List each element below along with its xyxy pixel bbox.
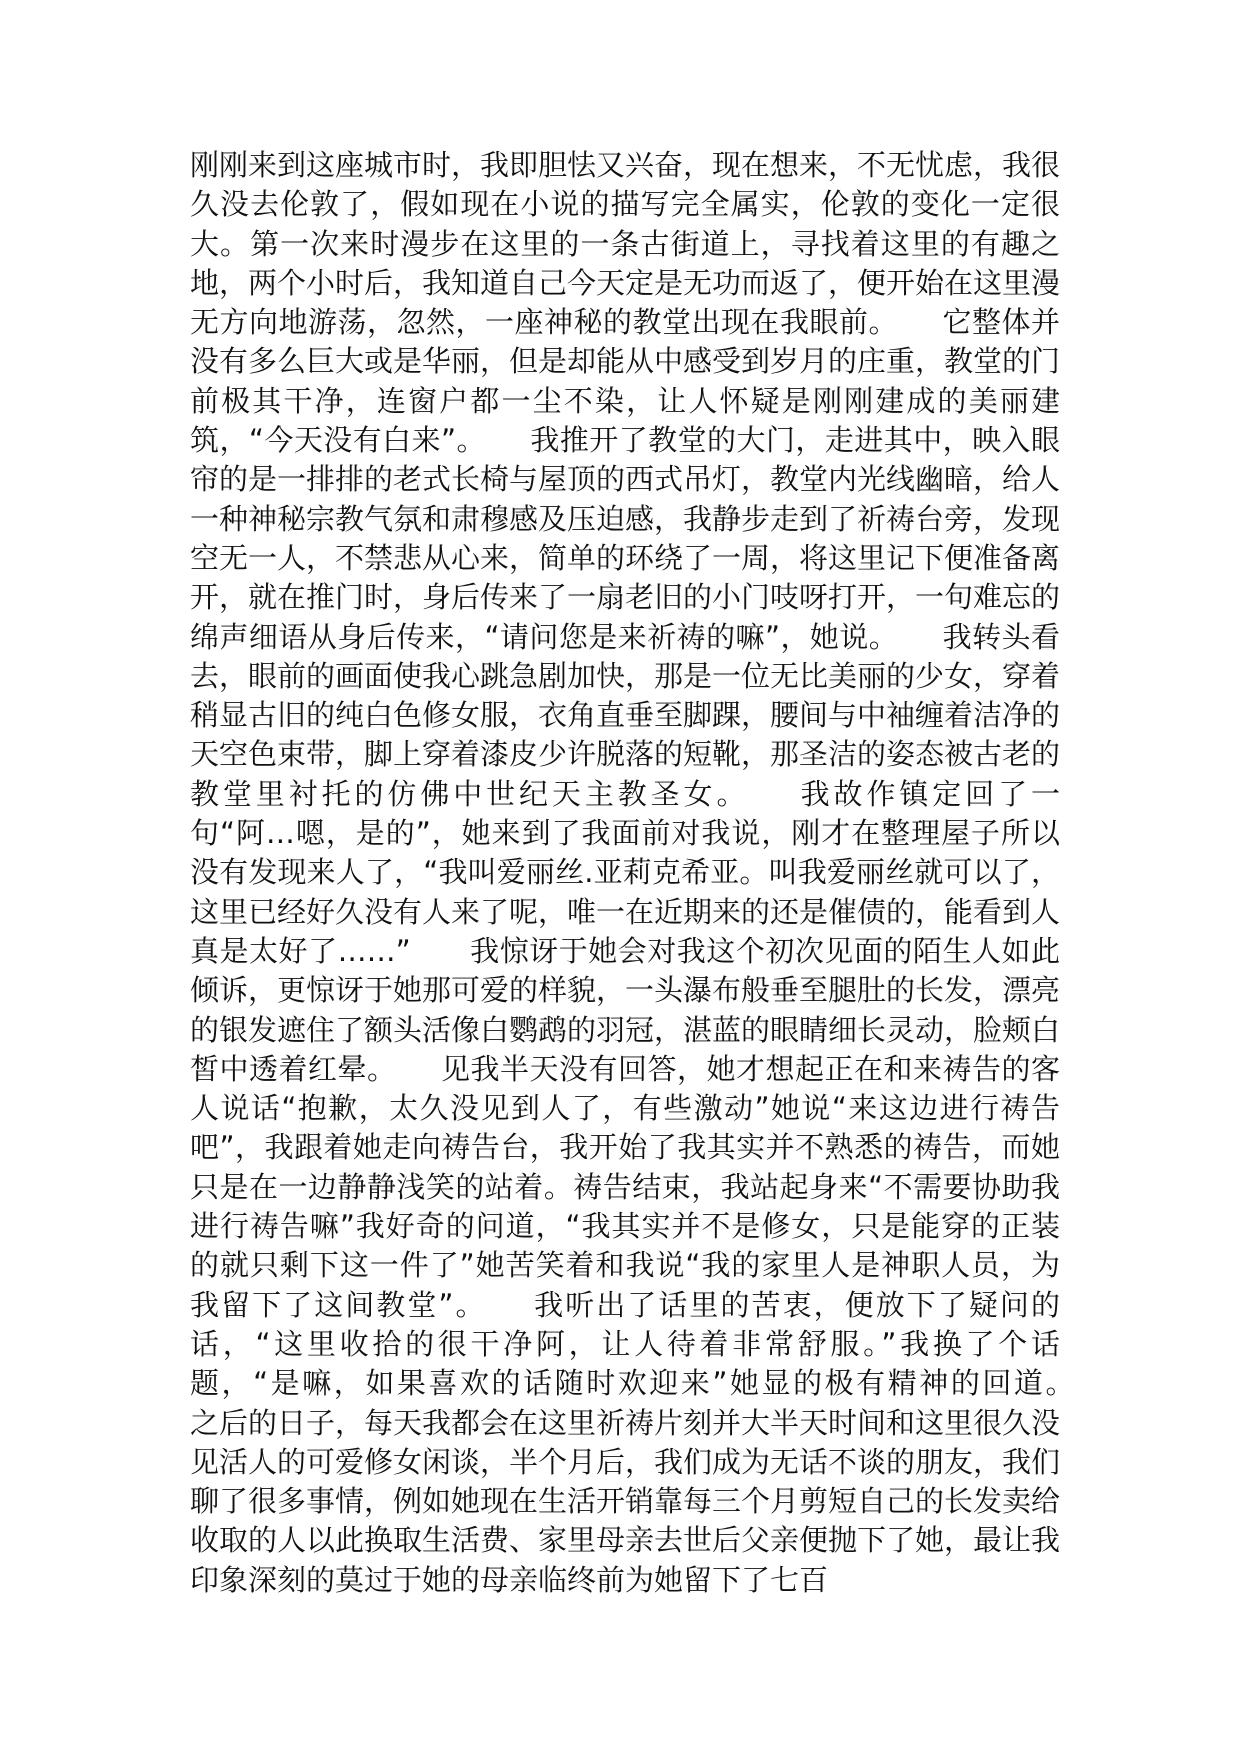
text-segment: 我故作镇定回了一句“阿…嗯，是的”，她来到了我面前对我说，刚才在整理屋子所以没有发现来人了，“我叫爱丽丝.亚莉克希亚。叫我爱丽丝就可以了，这里已经好久没有人来了呢，唯一在近期来的还是催债的，能看到人真是太好了……”	[190, 776, 1061, 968]
text-segment: 第一次来时漫步在这里的一条古街道上，寻找着这里的有趣之地，两个小时后，我知道自己今天定是无功而返了，便开始在这里漫无方向地游荡，忽然，一座神秘的教堂出现在我眼前。	[190, 226, 1061, 340]
body-paragraph	[190, 146, 1118, 1600]
text-segment: 刚刚来到这座城市时，我即胆怯又兴奋，现在想来，不无忧虑，我很久没去伦敦了，假如现在小说的描写完全属实，伦敦的变化一定很大。	[190, 148, 1061, 261]
text-segment: 我转头看去，眼前的画面使我心跳急剧加快，那是一位无比美丽的少女，穿着稍显古旧的纯白色修女服，衣角直垂至脚踝，腰间与中袖缠着洁净的天空色束带，脚上穿着漆皮少许脱落的短靴，那圣洁的姿态被古老的教堂里衬托的仿佛中世纪天主教圣女。	[190, 619, 1061, 811]
text-segment: 我听出了话里的苦衷，便放下了疑问的话，“这里收拾的很干净阿，让人待着非常舒服。”我换了个话题，“是嘛，如果喜欢的话随时欢迎来”她显的极有精神的回道。	[190, 1287, 1118, 1401]
text-segment: 它整体并没有多么巨大或是华丽，但是却能从中感受到岁月的庄重，教堂的门前极其干净，连窗户都一尘不染，让人怀疑是刚刚建成的美丽建筑，“今天没有白来”。	[190, 305, 1061, 458]
text-segment: 我推开了教堂的大门，走进其中，映入眼帘的是一排排的老式长椅与屋顶的西式吊灯，教堂内光线幽暗，给人一种神秘宗教气氛和肃穆感及压迫感，我静步走到了祈祷台旁，发现空无一人，不禁悲从心来，简单的环绕了一周，将这里记下便准备离开，就在推门时，身后传来了一扇老旧的小门吱呀打开，一句难忘的绵声细语从身后传来，“请问您是来祈祷的嘛”，她说。	[190, 423, 1061, 654]
text-segment: 祷告结束，我站起身来“不需要协助我进行祷告嘛”我好奇的问道，“我其实并不是修女，只是能穿的正装的就只剩下这一件了”她苦笑着和我说“我的家里人是神职人员，为我留下了这间教堂”。	[190, 1169, 1060, 1322]
text-segment: 之后的日子，每天我都会在这里祈祷片刻并大半天时间和这里很久没见活人的可爱修女闲谈，半个月后，我们成为无话不谈的朋友，我们聊了很多事情，例如她现在生活开销靠每三个月剪短自己的长发卖给收取的人以此换取生活费、家里母亲去世后父亲便抛下了她，最让我印象深刻的莫过于她的母亲临终前为她留下了七百	[190, 1405, 1061, 1597]
text-segment: 见我半天没有回答，她才想起正在和来祷告的客人说话“抱歉，太久没见到人了，有些激动”她说“来这边进行祷告吧”，我跟着她走向祷告台，我开始了我其实并不熟悉的祷告，而她只是在一边静静浅笑的站着。	[190, 1051, 1060, 1204]
text-segment: 我惊讶于她会对我这个初次见面的陌生人如此倾诉，更惊讶于她那可爱的样貌，一头瀑布般垂至腿肚的长发，漂亮的银发遮住了额头活像白鹦鹉的羽冠，湛蓝的眼睛细长灵动，脸颊白皙中透着红晕。	[190, 933, 1061, 1086]
